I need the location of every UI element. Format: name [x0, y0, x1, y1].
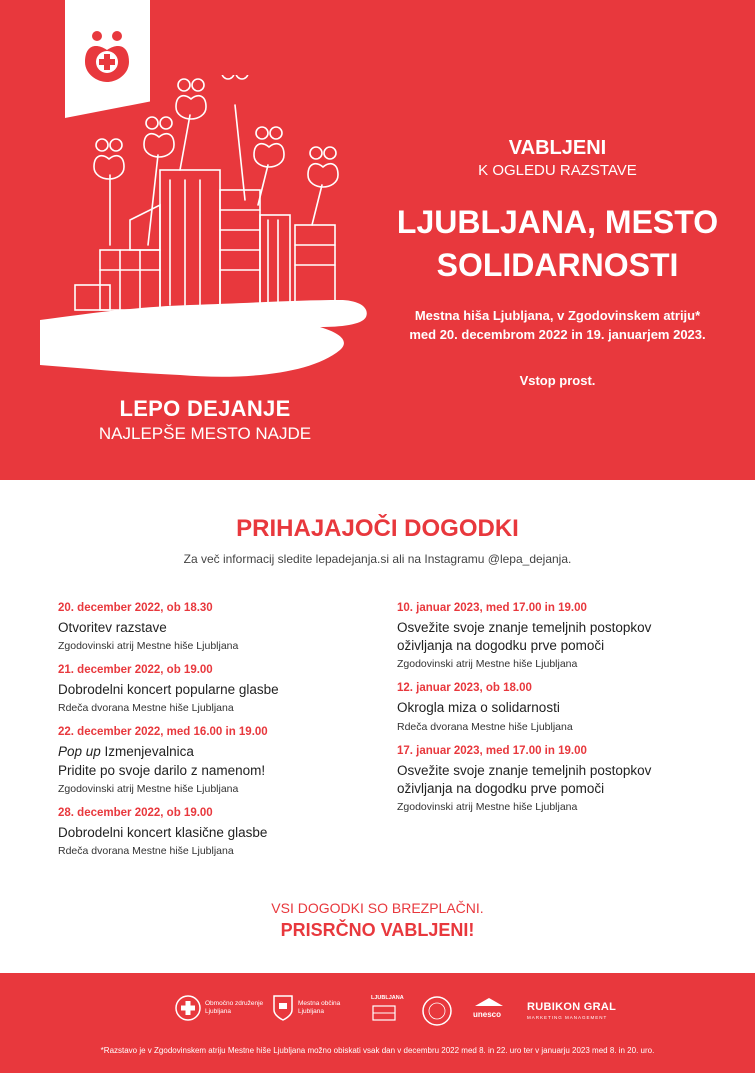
unesco-temple-icon	[473, 997, 505, 1007]
invitation-block	[390, 137, 725, 388]
slogan-main: LEPO DEJANJE	[119, 396, 291, 421]
event-item	[397, 602, 707, 670]
event-place: Rdeča dvorana Mestne hiše Ljubljana	[397, 720, 573, 733]
closing-line-1: VSI DOGODKI SO BREZPLAČNI.	[271, 900, 484, 916]
exhibition-location	[390, 307, 725, 345]
events-heading: PRIHAJAJOČI DOGODKI	[236, 515, 519, 542]
partner2-line-1: Mestna občina	[298, 999, 341, 1007]
event-name-rest: Izmenjevalnica	[100, 744, 194, 760]
event-place: Zgodovinski atrij Mestne hiše Ljubljana	[58, 782, 239, 795]
event-place: Rdeča dvorana Mestne hiše Ljubljana	[58, 845, 234, 858]
event-date: 21. december 2022, ob 19.00	[58, 664, 213, 677]
event-item	[58, 726, 368, 794]
event-place: Zgodovinski atrij Mestne hiše Ljubljana	[397, 658, 578, 671]
partner-rubikon	[527, 1001, 616, 1020]
location-line-2: med 20. decembrom 2022 in 19. januarjem 2023.	[409, 327, 706, 343]
event-date: 10. januar 2023, med 17.00 in 19.00	[397, 602, 587, 614]
circle-logo-icon	[421, 995, 453, 1027]
partner5-label: RUBIKON GRAL	[527, 1001, 617, 1013]
event-name: Otvoritev razstave	[58, 620, 167, 635]
event-date: 20. december 2022, ob 18.30	[58, 602, 213, 614]
event-name-line-2: oživljanja na dogodku prve pomoči	[397, 638, 605, 654]
footer	[0, 973, 755, 1073]
event-date: 12. januar 2023, ob 18.00	[397, 682, 532, 695]
location-line-1: Mestna hiša Ljubljana, v Zgodovinskem atriju*	[414, 308, 701, 324]
event-name: Osvežite svoje znanje temeljnih postopkov	[397, 620, 652, 635]
event-date: 17. januar 2023, med 17.00 in 19.00	[397, 744, 587, 757]
kicker-sub: K OGLEDU RAZSTAVE	[478, 162, 637, 179]
event-name-line-2: Pridite po svoje darilo z namenom!	[58, 762, 266, 778]
event-place: Zgodovinski atrij Mestne hiše Ljubljana	[397, 801, 578, 814]
partner-logos	[175, 995, 625, 1035]
closing-block	[0, 900, 755, 941]
red-cross-emblem-icon	[175, 995, 201, 1021]
partner4-label: unesco	[473, 1010, 502, 1019]
event-item	[58, 664, 368, 714]
event-place: Zgodovinski atrij Mestne hiše Ljubljana	[58, 640, 239, 653]
partner-circle-logo	[421, 995, 453, 1030]
partner3-label: LJUBLJANA	[371, 995, 404, 1001]
event-item	[58, 807, 368, 857]
partner-red-cross	[175, 995, 263, 1021]
partner2-line-2: Ljubljana	[298, 1008, 325, 1015]
partner-ljubljana	[371, 995, 404, 1027]
event-name: Dobrodelni koncert klasične glasbe	[58, 824, 268, 840]
slogan-block	[60, 396, 350, 444]
event-name: Osvežite svoje znanje temeljnih postopkov	[397, 762, 652, 778]
partner-unesco	[473, 997, 505, 1020]
entry-note: Vstop prost.	[519, 373, 596, 389]
event-item	[397, 745, 707, 813]
title-line-2: SOLIDARNOSTI	[436, 247, 679, 284]
closing-line-2: PRISRČNO VABLJENI!	[280, 920, 475, 940]
event-name: Dobrodelni koncert popularne glasbe	[58, 682, 279, 698]
footnote: *Razstavo je v Zgodovinskem atriju Mestne hiše Ljubljana možno obiskati vsak dan v decembru 2022 med 8. in 22. uro ter v januarju 2023 med 8. in 20. uro.	[100, 1046, 655, 1055]
title-line-1: LJUBLJANA, MESTO	[396, 204, 719, 240]
partner5-sub: MARKETING MANAGEMENT	[527, 1014, 608, 1020]
hero-banner	[0, 0, 755, 480]
event-name-line-2: oživljanja na dogodku prve pomoči	[397, 780, 605, 796]
event-date: 22. december 2022, med 16.00 in 19.00	[58, 726, 268, 739]
city-hand-illustration	[40, 75, 380, 385]
event-date: 28. december 2022, ob 19.00	[58, 806, 213, 819]
event-item	[58, 602, 368, 652]
partner1-line-1: Območno združenje	[205, 999, 264, 1007]
partner1-line-2: Ljubljana	[205, 1008, 232, 1015]
event-name-italic: Pop up	[58, 744, 101, 760]
exhibition-title	[390, 201, 725, 287]
event-item	[397, 682, 707, 732]
events-header	[0, 515, 755, 566]
events-column-left	[58, 602, 368, 869]
partner-mol	[273, 995, 340, 1021]
ljubljana-logo-icon	[371, 1002, 397, 1024]
kicker: VABLJENI	[508, 137, 607, 159]
event-name	[58, 743, 368, 761]
city-coat-of-arms-icon	[273, 995, 293, 1021]
event-name: Okrogla miza o solidarnosti	[397, 700, 560, 716]
events-subheading: Za več informacij sledite lepadejanja.si ali na Instagramu @lepa_dejanja.	[183, 552, 572, 566]
events-column-right	[397, 602, 707, 825]
slogan-sub: NAJLEPŠE MESTO NAJDE	[98, 424, 312, 443]
event-place: Rdeča dvorana Mestne hiše Ljubljana	[58, 702, 234, 715]
